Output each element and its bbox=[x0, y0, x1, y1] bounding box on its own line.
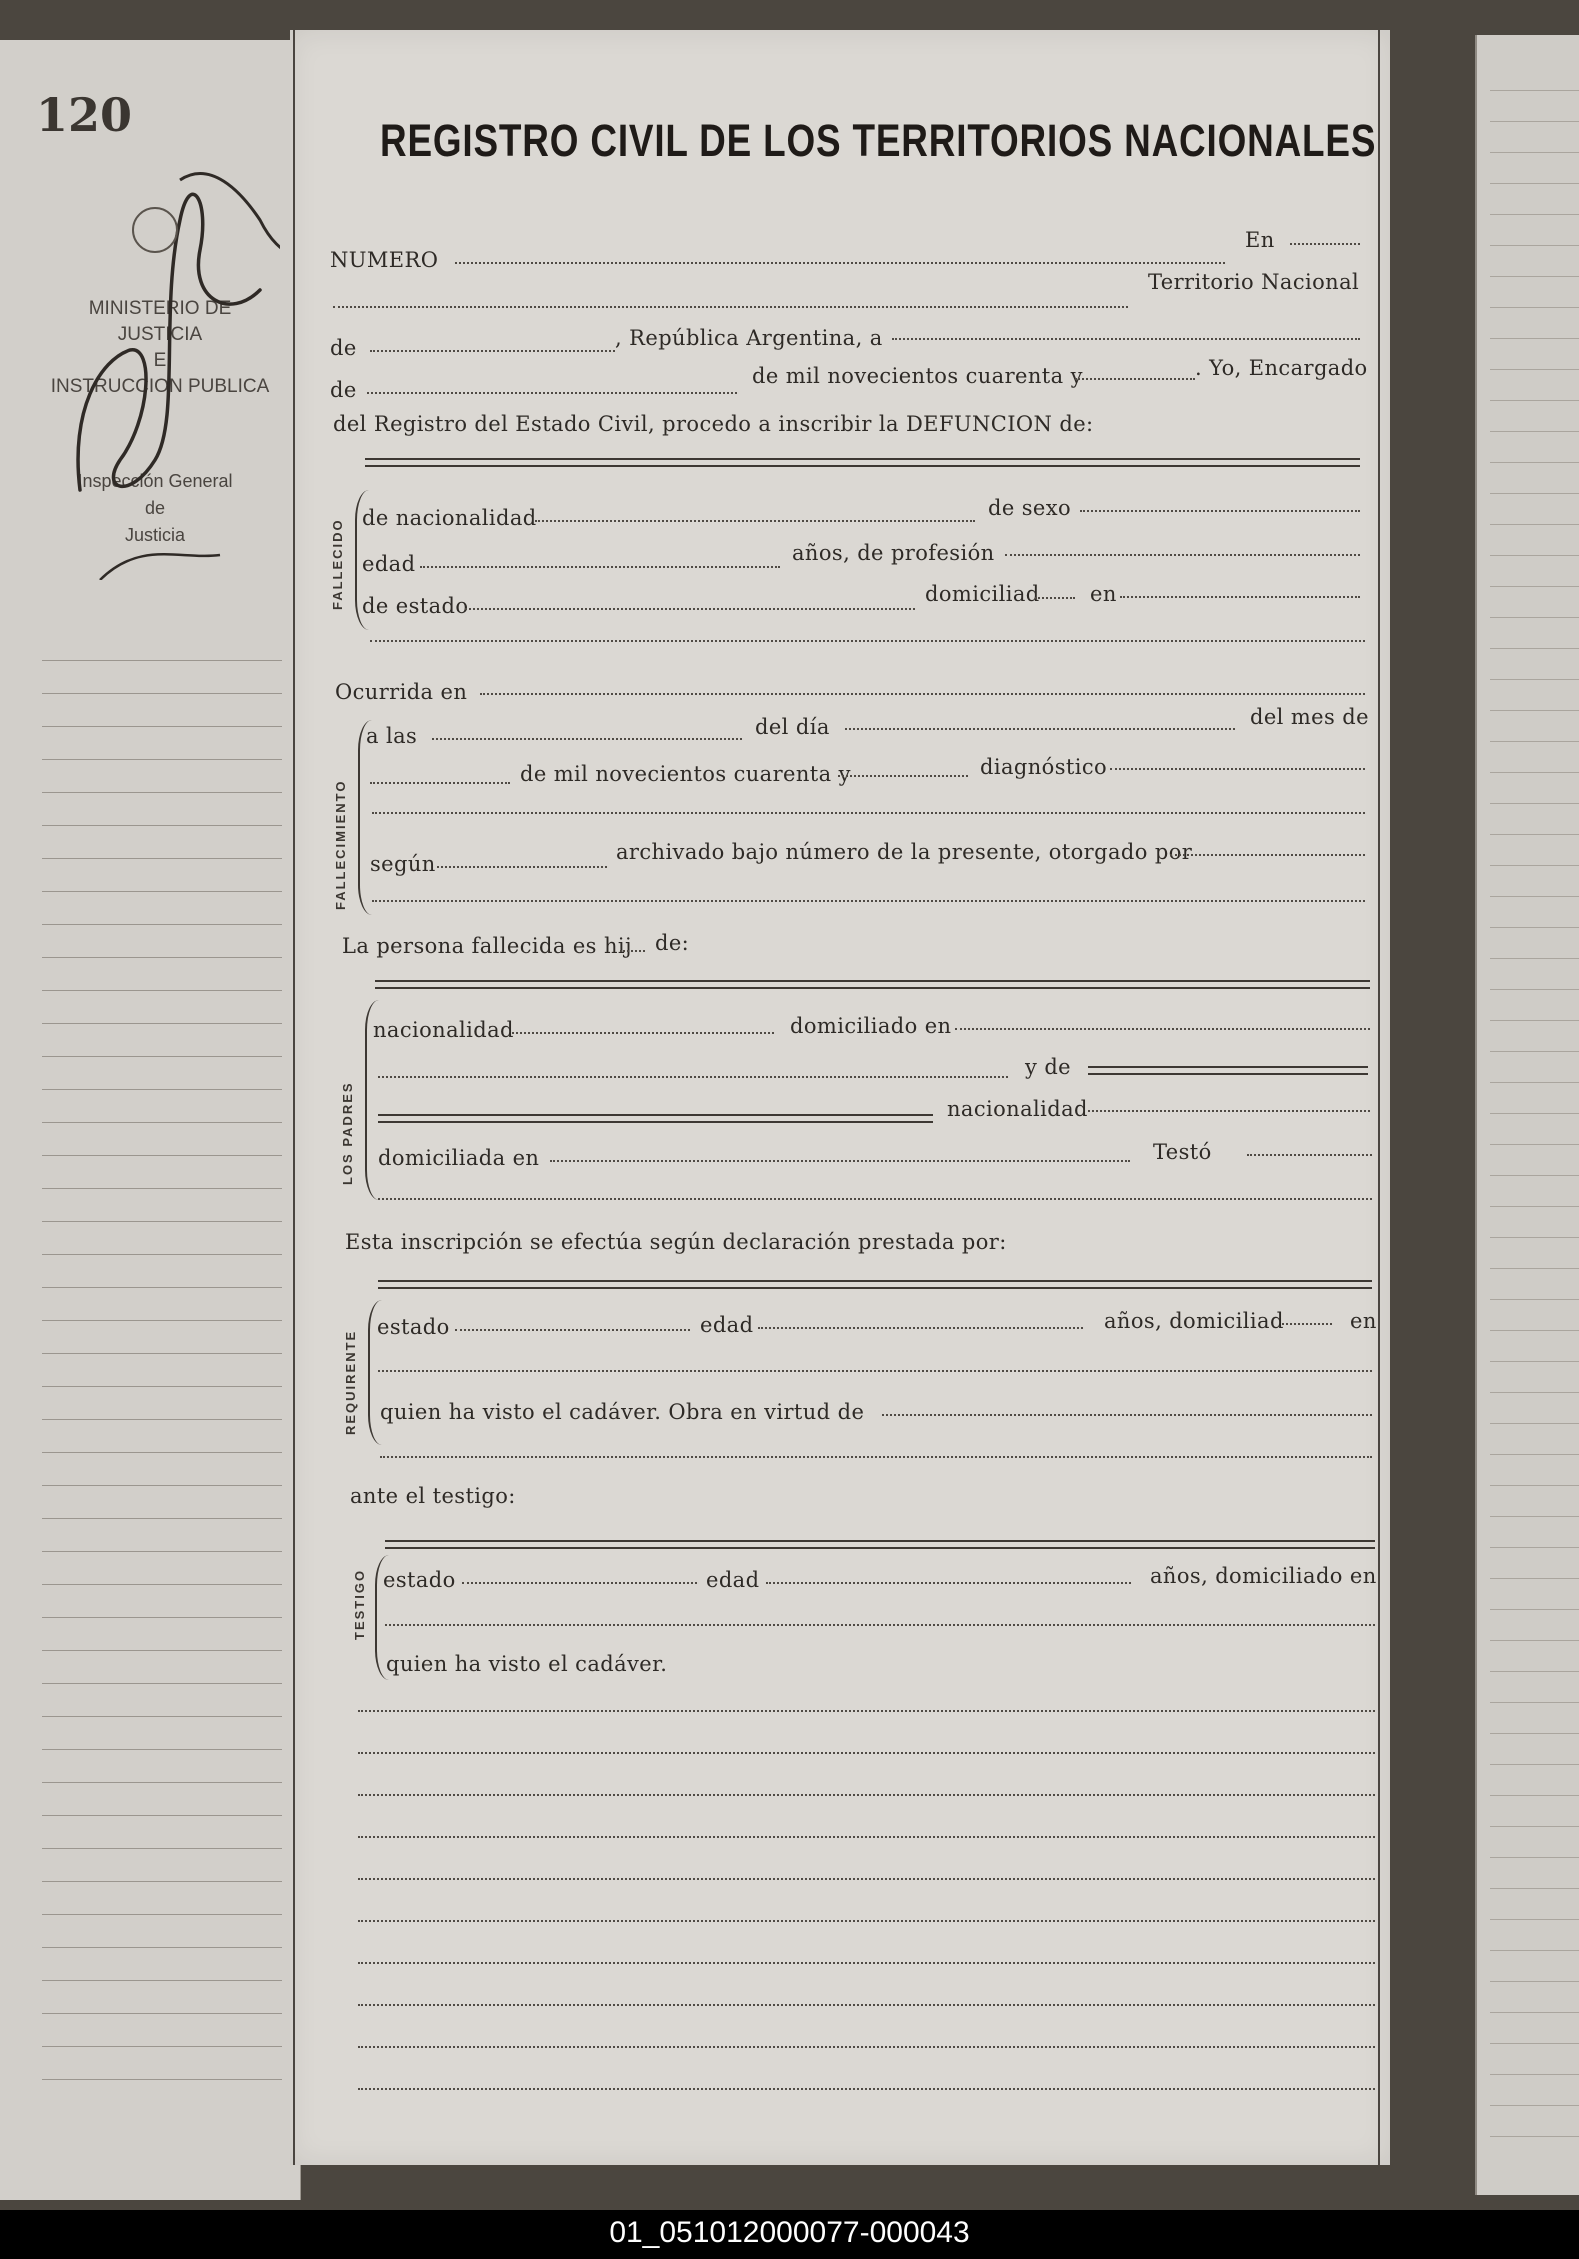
handwritten-signature bbox=[60, 160, 280, 580]
right-page-rule bbox=[1490, 2136, 1579, 2137]
dia-field[interactable] bbox=[845, 728, 1235, 730]
requirente-quien-label: quien ha visto el cadáver. Obra en virtud de bbox=[380, 1400, 865, 1424]
blank-ruled-line[interactable] bbox=[358, 1710, 1375, 1712]
left-page-rule bbox=[42, 891, 282, 892]
right-page-rule bbox=[1490, 1485, 1579, 1486]
right-page-rule bbox=[1490, 896, 1579, 897]
right-page-rule bbox=[1490, 214, 1579, 215]
right-page-rule bbox=[1490, 1175, 1579, 1176]
ocurrida-label: Ocurrida en bbox=[335, 680, 468, 704]
left-page-rule bbox=[42, 1287, 282, 1288]
left-page-rule bbox=[42, 1386, 282, 1387]
right-page-rule bbox=[1490, 369, 1579, 370]
right-page-rule bbox=[1490, 679, 1579, 680]
madre-name-line[interactable] bbox=[1088, 1066, 1368, 1075]
blank-ruled-line[interactable] bbox=[358, 1836, 1375, 1838]
right-page-rule bbox=[1490, 276, 1579, 277]
right-page-rule bbox=[1490, 1640, 1579, 1641]
right-page-rule bbox=[1490, 1020, 1579, 1021]
left-page-rule bbox=[42, 1056, 282, 1057]
left-page-rule bbox=[42, 2046, 282, 2047]
left-page-rule bbox=[42, 726, 282, 727]
right-page-rule bbox=[1490, 1051, 1579, 1052]
left-page-rule bbox=[42, 1188, 282, 1189]
sexo-label: de sexo bbox=[988, 496, 1072, 520]
de-field-2[interactable] bbox=[367, 392, 737, 394]
left-page-rule bbox=[42, 1155, 282, 1156]
mil-novecientos-label: de mil novecientos cuarenta y bbox=[752, 364, 1083, 388]
left-page-rule bbox=[42, 1716, 282, 1717]
left-page-rule bbox=[42, 1320, 282, 1321]
profesion-label: años, de profesión bbox=[792, 541, 995, 565]
requirente-estado-label: estado bbox=[377, 1315, 450, 1339]
fallecimiento-side-label: FALLECIMIENTO bbox=[333, 779, 348, 910]
requirente-domiciliad-label: años, domiciliad bbox=[1104, 1309, 1284, 1333]
madre-nacionalidad-field[interactable] bbox=[1088, 1110, 1370, 1112]
left-page-rule bbox=[42, 792, 282, 793]
left-page-rule bbox=[42, 1815, 282, 1816]
testigo-edad-label: edad bbox=[706, 1568, 760, 1592]
left-page-rule bbox=[42, 1617, 282, 1618]
profesion-field[interactable] bbox=[1005, 554, 1360, 556]
requirente-virtud-field[interactable] bbox=[882, 1414, 1372, 1416]
left-page-rule bbox=[42, 957, 282, 958]
right-page-rule bbox=[1490, 1299, 1579, 1300]
left-page-rule bbox=[42, 1947, 282, 1948]
numero-label: NUMERO bbox=[330, 248, 439, 272]
right-page-rule bbox=[1490, 865, 1579, 866]
image-id-caption: 01_051012000077-000043 bbox=[609, 2216, 970, 2249]
requirente-en-label: en bbox=[1350, 1309, 1377, 1333]
left-page-rule bbox=[42, 1683, 282, 1684]
otorgado-field-2[interactable] bbox=[372, 900, 1365, 902]
padre-nacionalidad-label: nacionalidad bbox=[373, 1018, 514, 1042]
blank-ruled-line[interactable] bbox=[358, 1920, 1375, 1922]
padre-domicilio-field-2[interactable] bbox=[378, 1076, 1008, 1078]
padre-name-line[interactable] bbox=[375, 980, 1370, 989]
right-page-rule bbox=[1490, 1702, 1579, 1703]
right-page-rule bbox=[1490, 1547, 1579, 1548]
right-page-rule bbox=[1490, 1671, 1579, 1672]
right-page-rule bbox=[1490, 1423, 1579, 1424]
requirente-name-line[interactable] bbox=[378, 1280, 1372, 1289]
right-form-rule bbox=[1378, 30, 1380, 2165]
right-page-rule bbox=[1490, 1144, 1579, 1145]
padre-domiciliado-label: domiciliado en bbox=[790, 1014, 952, 1038]
left-page-rule bbox=[42, 1254, 282, 1255]
right-page-rule bbox=[1490, 803, 1579, 804]
fallecido-name-line[interactable] bbox=[365, 458, 1360, 467]
domicilio-field[interactable] bbox=[1120, 596, 1360, 598]
en-label-2: en bbox=[1090, 582, 1117, 606]
blank-ruled-line[interactable] bbox=[358, 1752, 1375, 1754]
testigo-name-line[interactable] bbox=[385, 1540, 1375, 1549]
right-page-rule bbox=[1490, 400, 1579, 401]
madre-domicilio-field-2[interactable] bbox=[378, 1198, 1372, 1200]
testigo-domicilio-field[interactable] bbox=[385, 1624, 1375, 1626]
blank-ruled-line[interactable] bbox=[358, 2046, 1375, 2048]
otorgado-field[interactable] bbox=[1170, 854, 1365, 856]
left-page-rule bbox=[42, 1980, 282, 1981]
right-page-rule bbox=[1490, 1764, 1579, 1765]
archivado-label: archivado bajo número de la presente, otorgado por bbox=[616, 840, 1193, 864]
left-page-rule bbox=[42, 1881, 282, 1882]
ministry-stamp: MINISTERIO DE JUSTICIA E INSTRUCCION PUBLICA bbox=[50, 298, 270, 397]
right-page-rule bbox=[1490, 834, 1579, 835]
left-page-rule bbox=[42, 660, 282, 661]
left-page-rule bbox=[42, 1650, 282, 1651]
right-page-rule bbox=[1490, 772, 1579, 773]
left-page-rule bbox=[42, 1089, 282, 1090]
right-page-rule bbox=[1490, 989, 1579, 990]
a-las-label: a las bbox=[366, 724, 418, 748]
yo-encargado-label: . Yo, Encargado bbox=[1195, 356, 1368, 380]
left-page-rule bbox=[42, 858, 282, 859]
left-page-rule bbox=[42, 1023, 282, 1024]
hora-field[interactable] bbox=[432, 738, 742, 740]
testigo-domiciliado-label: años, domiciliado en bbox=[1150, 1564, 1377, 1588]
right-page-rule bbox=[1490, 1392, 1579, 1393]
testigo-edad-field[interactable] bbox=[766, 1582, 1131, 1584]
left-page-rule bbox=[42, 1749, 282, 1750]
right-page-rule bbox=[1490, 617, 1579, 618]
right-page-rule bbox=[1490, 1082, 1579, 1083]
right-page-rule bbox=[1490, 1733, 1579, 1734]
right-page-rule bbox=[1490, 2012, 1579, 2013]
right-page-rule bbox=[1490, 1113, 1579, 1114]
del-mes-label: del mes de bbox=[1250, 705, 1369, 729]
right-page-rule bbox=[1490, 307, 1579, 308]
madre-name-line-2[interactable] bbox=[378, 1114, 933, 1123]
requirente-virtud-field-2[interactable] bbox=[380, 1456, 1372, 1458]
estado-label: de estado bbox=[362, 594, 469, 618]
left-page-rule bbox=[42, 1848, 282, 1849]
right-page-rule bbox=[1490, 431, 1579, 432]
republica-label: , República Argentina, a bbox=[615, 326, 883, 350]
right-page-rule bbox=[1490, 1330, 1579, 1331]
right-page-rule bbox=[1490, 245, 1579, 246]
testigo-quien-label: quien ha visto el cadáver. bbox=[386, 1652, 668, 1676]
right-page-rule bbox=[1490, 1578, 1579, 1579]
estado-field[interactable] bbox=[465, 608, 915, 610]
right-page-rule bbox=[1490, 555, 1579, 556]
right-page-rule bbox=[1490, 741, 1579, 742]
right-page-rule bbox=[1490, 648, 1579, 649]
right-page-rule bbox=[1490, 183, 1579, 184]
ocurrida-field[interactable] bbox=[480, 693, 1365, 695]
blank-ruled-line[interactable] bbox=[358, 2088, 1375, 2090]
segun-label: según bbox=[370, 852, 436, 876]
ante-testigo-label: ante el testigo: bbox=[350, 1484, 516, 1508]
inscripcion-label: Esta inscripción se efectúa según declaración prestada por: bbox=[345, 1230, 1007, 1254]
right-page-rule bbox=[1490, 121, 1579, 122]
blank-ruled-line[interactable] bbox=[358, 2004, 1375, 2006]
form-title: REGISTRO CIVIL DE LOS TERRITORIOS NACIONALES bbox=[380, 115, 1377, 166]
right-page-rule bbox=[1490, 1268, 1579, 1269]
domiciliad-suffix-field[interactable] bbox=[1035, 597, 1075, 599]
fallecimiento-brace bbox=[358, 720, 372, 915]
de-label-2: de bbox=[330, 378, 357, 402]
requirente-side-label: REQUIRENTE bbox=[343, 1329, 358, 1435]
left-page-rule bbox=[42, 1518, 282, 1519]
domiciliad-label: domiciliad bbox=[925, 582, 1040, 606]
madre-domicilio-field[interactable] bbox=[550, 1160, 1130, 1162]
left-page-rule bbox=[42, 1782, 282, 1783]
diagnostico-label: diagnóstico bbox=[980, 755, 1108, 779]
right-page-rule bbox=[1490, 2074, 1579, 2075]
adjacent-page bbox=[1475, 35, 1579, 2195]
requirente-edad-label: edad bbox=[700, 1313, 754, 1337]
place-field[interactable] bbox=[333, 306, 1128, 308]
left-page-rule bbox=[42, 1584, 282, 1585]
left-page-rule bbox=[42, 1914, 282, 1915]
domicilio-field-2[interactable] bbox=[370, 640, 1365, 642]
right-page-rule bbox=[1490, 927, 1579, 928]
persona-label: La persona fallecida es hij bbox=[342, 934, 632, 958]
right-page-rule bbox=[1490, 1950, 1579, 1951]
mes-field[interactable] bbox=[370, 782, 510, 784]
testo-label: Testó bbox=[1153, 1140, 1212, 1164]
inspection-stamp: Inspección General de Justicia bbox=[77, 471, 233, 545]
left-page-rule bbox=[42, 1122, 282, 1123]
date-field[interactable] bbox=[892, 338, 1360, 340]
testigo-estado-field[interactable] bbox=[462, 1582, 697, 1584]
left-page-rule bbox=[42, 1485, 282, 1486]
del-dia-label: del día bbox=[755, 715, 830, 739]
padres-side-label: LOS PADRES bbox=[340, 1081, 355, 1185]
right-page-rule bbox=[1490, 958, 1579, 959]
requirente-estado-field[interactable] bbox=[455, 1329, 690, 1331]
left-page-rule bbox=[42, 1551, 282, 1552]
edad-label: edad bbox=[362, 552, 416, 576]
year-field-2[interactable] bbox=[838, 775, 968, 777]
left-page-rule bbox=[42, 1221, 282, 1222]
right-page-rule bbox=[1490, 1516, 1579, 1517]
right-page-rule bbox=[1490, 1361, 1579, 1362]
left-page-rule bbox=[42, 759, 282, 760]
right-page-rule bbox=[1490, 710, 1579, 711]
en-field[interactable] bbox=[1290, 243, 1360, 245]
de-field-1[interactable] bbox=[370, 350, 615, 352]
blank-ruled-line[interactable] bbox=[358, 1962, 1375, 1964]
left-page-rule bbox=[42, 1452, 282, 1453]
nacionalidad-label: de nacionalidad bbox=[362, 506, 537, 530]
right-page-rule bbox=[1490, 1919, 1579, 1920]
right-page-rule bbox=[1490, 524, 1579, 525]
mil-novecientos-label-2: de mil novecientos cuarenta y bbox=[520, 762, 851, 786]
left-page-rule bbox=[42, 2079, 282, 2080]
right-page-rule bbox=[1490, 152, 1579, 153]
left-page-rule bbox=[42, 1419, 282, 1420]
diagnostico-field-2[interactable] bbox=[372, 812, 1365, 814]
testigo-side-label: TESTIGO bbox=[352, 1568, 367, 1640]
page-number: 120 bbox=[36, 88, 133, 142]
left-page-rule bbox=[42, 825, 282, 826]
left-form-rule bbox=[293, 30, 295, 2165]
right-page-rule bbox=[1490, 2105, 1579, 2106]
persona-de-label: de: bbox=[655, 931, 690, 955]
padre-domicilio-field[interactable] bbox=[955, 1028, 1370, 1030]
requirente-domiciliad-suffix-field[interactable] bbox=[1282, 1323, 1332, 1325]
right-page-rule bbox=[1490, 462, 1579, 463]
segun-field[interactable] bbox=[437, 866, 607, 868]
fallecido-side-label: FALLECIDO bbox=[330, 518, 345, 610]
left-page-rule bbox=[42, 924, 282, 925]
de-label-1: de bbox=[330, 336, 357, 360]
sexo-field[interactable] bbox=[1080, 510, 1360, 512]
right-page-rule bbox=[1490, 493, 1579, 494]
blank-ruled-line[interactable] bbox=[358, 1878, 1375, 1880]
madre-nacionalidad-label: nacionalidad bbox=[947, 1097, 1088, 1121]
edad-field[interactable] bbox=[420, 566, 780, 568]
left-page-rule bbox=[42, 693, 282, 694]
del-registro-label: del Registro del Estado Civil, procedo a inscribir la DEFUNCION de: bbox=[333, 412, 1094, 436]
madre-domiciliada-label: domiciliada en bbox=[378, 1146, 540, 1170]
territorio-label: Territorio Nacional bbox=[1148, 270, 1360, 294]
right-page-rule bbox=[1490, 1857, 1579, 1858]
right-page-rule bbox=[1490, 1609, 1579, 1610]
right-page-rule bbox=[1490, 1454, 1579, 1455]
right-page-rule bbox=[1490, 1206, 1579, 1207]
en-label: En bbox=[1245, 228, 1275, 252]
left-page-rule bbox=[42, 1353, 282, 1354]
left-page-rule bbox=[42, 990, 282, 991]
right-page-rule bbox=[1490, 586, 1579, 587]
testo-field[interactable] bbox=[1247, 1154, 1372, 1156]
year-field[interactable] bbox=[1075, 378, 1195, 380]
hij-suffix-field[interactable] bbox=[620, 950, 645, 952]
requirente-domicilio-field[interactable] bbox=[378, 1370, 1372, 1372]
right-page-rule bbox=[1490, 338, 1579, 339]
numero-field[interactable] bbox=[455, 262, 1225, 264]
right-page-rule bbox=[1490, 1826, 1579, 1827]
right-page-rule bbox=[1490, 1237, 1579, 1238]
requirente-edad-field[interactable] bbox=[758, 1327, 1083, 1329]
diagnostico-field[interactable] bbox=[1110, 768, 1365, 770]
right-page-rule bbox=[1490, 1981, 1579, 1982]
padre-nacionalidad-field[interactable] bbox=[512, 1032, 774, 1034]
right-page-rule bbox=[1490, 2043, 1579, 2044]
left-page-rule bbox=[42, 2013, 282, 2014]
nacionalidad-field[interactable] bbox=[535, 520, 975, 522]
blank-ruled-line[interactable] bbox=[358, 1794, 1375, 1796]
right-page-rule bbox=[1490, 1795, 1579, 1796]
right-page-rule bbox=[1490, 90, 1579, 91]
testigo-estado-label: estado bbox=[383, 1568, 456, 1592]
right-page-rule bbox=[1490, 1888, 1579, 1889]
y-de-label: y de bbox=[1025, 1055, 1072, 1079]
